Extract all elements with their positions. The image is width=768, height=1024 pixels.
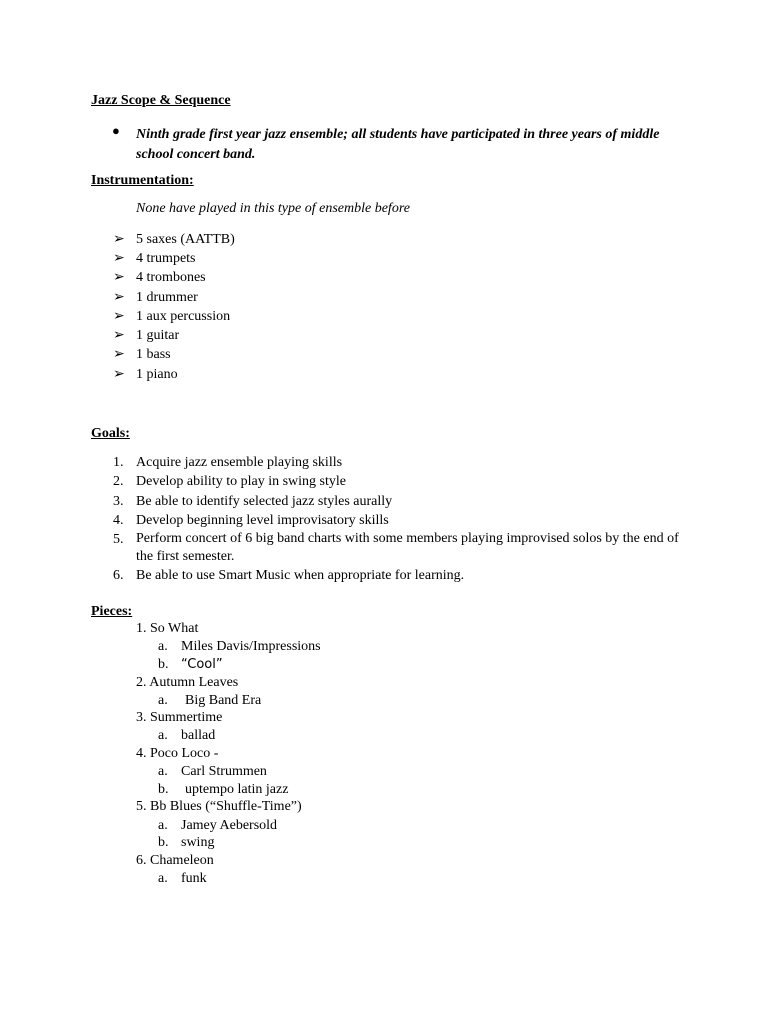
piece-detail: funk <box>181 871 207 886</box>
instrument-item: 1 aux percussion <box>136 309 231 324</box>
piece-title: 6. Chameleon <box>136 853 214 868</box>
piece-title: 1. So What <box>136 621 199 636</box>
arrow-bullet-icon: ➢ <box>113 232 125 247</box>
piece-detail: Jamey Aebersold <box>181 818 278 833</box>
sub-letter: b. <box>158 782 169 797</box>
arrow-bullet-icon: ➢ <box>113 290 125 305</box>
instrument-item: 1 piano <box>136 367 178 382</box>
pieces-heading: Pieces: <box>91 604 133 619</box>
sub-letter: b. <box>158 835 169 850</box>
bullet-icon: ● <box>112 123 120 138</box>
goal-number: 6. <box>113 568 124 583</box>
arrow-bullet-icon: ➢ <box>113 367 125 382</box>
goal-item: Be able to use Smart Music when appropriate for learning. <box>136 568 465 583</box>
sub-letter: a. <box>158 871 168 886</box>
sub-letter: a. <box>158 764 168 779</box>
goal-number: 1. <box>113 455 124 470</box>
instrument-item: 1 bass <box>136 347 171 362</box>
piece-detail: Big Band Era <box>185 693 262 708</box>
instrument-item: 4 trombones <box>136 270 206 285</box>
goal-item: Perform concert of 6 big band charts with some members playing improvised solos by the end of the first semester. <box>136 531 679 564</box>
goal-item: Be able to identify selected jazz styles aurally <box>136 494 393 509</box>
piece-detail: Carl Strummen <box>181 764 267 779</box>
sub-letter: b. <box>158 657 169 672</box>
piece-title: 2. Autumn Leaves <box>136 675 239 690</box>
arrow-bullet-icon: ➢ <box>113 328 125 343</box>
goal-number: 4. <box>113 513 124 528</box>
goal-number: 5. <box>113 532 124 547</box>
sub-letter: a. <box>158 639 168 654</box>
piece-title: 5. Bb Blues (“Shuffle-Time”) <box>136 799 302 814</box>
piece-detail: swing <box>181 835 215 850</box>
sub-letter: a. <box>158 693 168 708</box>
arrow-bullet-icon: ➢ <box>113 347 125 362</box>
goal-number: 2. <box>113 474 124 489</box>
intro-text: Ninth grade first year jazz ensemble; all students have participated in three years of middle school concert band. <box>136 127 660 162</box>
goal-number: 3. <box>113 494 124 509</box>
arrow-bullet-icon: ➢ <box>113 270 125 285</box>
page-title: Jazz Scope & Sequence <box>91 93 231 108</box>
goal-item: Develop ability to play in swing style <box>136 474 346 489</box>
instrument-item: 4 trumpets <box>136 251 196 266</box>
piece-title: 4. Poco Loco - <box>136 746 219 761</box>
instrument-item: 1 drummer <box>136 290 198 305</box>
arrow-bullet-icon: ➢ <box>113 309 125 324</box>
piece-title: 3. Summertime <box>136 710 223 725</box>
instrumentation-heading: Instrumentation: <box>91 173 194 188</box>
arrow-bullet-icon: ➢ <box>113 251 125 266</box>
piece-detail: ballad <box>181 728 216 743</box>
instrument-item: 1 guitar <box>136 328 180 343</box>
piece-detail: “Cool” <box>181 657 223 672</box>
sub-letter: a. <box>158 818 168 833</box>
instrumentation-note: None have played in this type of ensemble before <box>136 201 410 216</box>
goal-item: Acquire jazz ensemble playing skills <box>136 455 343 470</box>
piece-detail: uptempo latin jazz <box>185 782 289 797</box>
piece-detail: Miles Davis/Impressions <box>181 639 321 654</box>
sub-letter: a. <box>158 728 168 743</box>
goal-item: Develop beginning level improvisatory skills <box>136 513 389 528</box>
instrument-item: 5 saxes (AATTB) <box>136 232 235 247</box>
goals-heading: Goals: <box>91 426 130 441</box>
